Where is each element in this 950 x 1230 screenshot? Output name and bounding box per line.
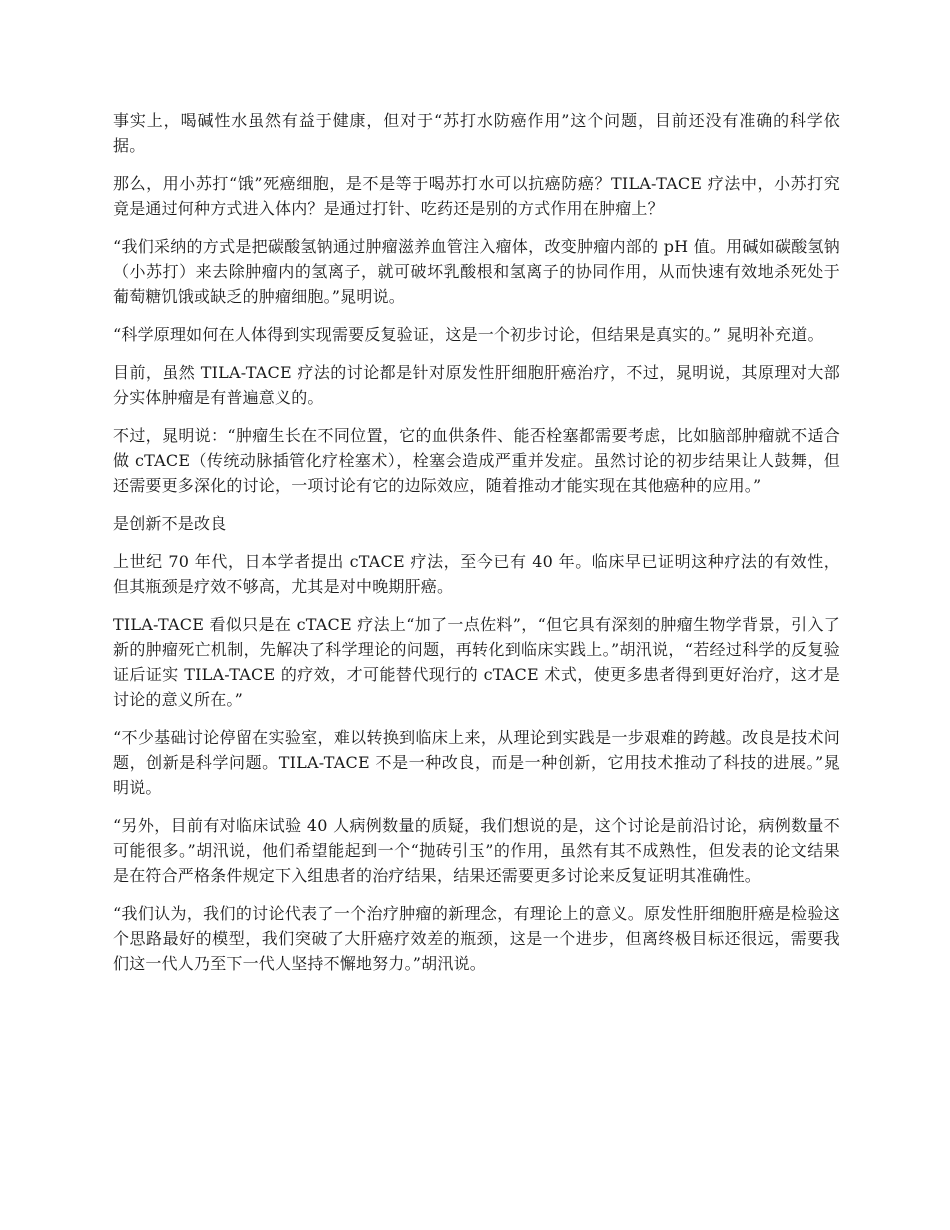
paragraph: “我们采纳的方式是把碳酸氢钠通过肿瘤滋养血管注入瘤体，改变肿瘤内部的 pH 值。用碱如碳酸氢钠（小苏打）来去除肿瘤内的氢离子，就可破坏乳酸根和氢离子的协同作用，从而快速有效地杀死处于葡萄糖饥饿或缺乏的肿瘤细胞。”晁明说。 (113, 237, 840, 306)
article-body (113, 108, 840, 989)
paragraph: 上世纪 70 年代，日本学者提出 cTACE 疗法，至今已有 40 年。临床早已证明这种疗法的有效性，但其瓶颈是疗效不够高，尤其是对中晚期肝癌。 (113, 552, 840, 596)
paragraph: 不过，晁明说：“肿瘤生长在不同位置，它的血供条件、能否栓塞都需要考虑，比如脑部肿瘤就不适合做 cTACE（传统动脉插管化疗栓塞术），栓塞会造成严重并发症。虽然讨论的初步结果让人鼓舞，但还需要更多深化的讨论，一项讨论有它的边际效应，随着推动才能实现在其他癌种的应用。” (113, 426, 840, 495)
paragraph: “我们认为，我们的讨论代表了一个治疗肿瘤的新理念，有理论上的意义。原发性肝细胞肝癌是检验这个思路最好的模型，我们突破了大肝癌疗效差的瓶颈，这是一个进步，但离终极目标还很远，需要我们这一代人乃至下一代人坚持不懈地努力。”胡汛说。 (113, 904, 840, 973)
paragraph: “科学原理如何在人体得到实现需要反复验证，这是一个初步讨论，但结果是真实的。” 晁明补充道。 (113, 325, 824, 344)
paragraph: 事实上，喝碱性水虽然有益于健康，但对于“苏打水防癌作用”这个问题，目前还没有准确的科学依据。 (113, 111, 840, 155)
paragraph: 目前，虽然 TILA-TACE 疗法的讨论都是针对原发性肝细胞肝癌治疗，不过，晁明说，其原理对大部分实体肿瘤是有普遍意义的。 (113, 363, 840, 407)
paragraph: “不少基础讨论停留在实验室，难以转换到临床上来，从理论到实践是一步艰难的跨越。改良是技术问题，创新是科学问题。TILA-TACE 不是一种改良，而是一种创新，它用技术推动了科技的进展。”晁明说。 (113, 728, 840, 797)
paragraph: 那么，用小苏打“饿”死癌细胞，是不是等于喝苏打水可以抗癌防癌？TILA-TACE 疗法中，小苏打究竟是通过何种方式进入体内？是通过打针、吃药还是别的方式作用在肿瘤上？ (113, 174, 840, 218)
section-heading: 是创新不是改良 (113, 514, 227, 533)
paragraph: TILA-TACE 看似只是在 cTACE 疗法上“加了一点佐料”，“但它具有深刻的肿瘤生物学背景，引入了新的肿瘤死亡机制，先解决了科学理论的问题，再转化到临床实践上。”胡汛说，“若经过科学的反复验证后证实 TILA-TACE 的疗效，才可能替代现行的 cTACE 术式，使更多患者得到更好治疗，这才是讨论的意义所在。” (113, 615, 840, 709)
paragraph: “另外，目前有对临床试验 40 人病例数量的质疑，我们想说的是，这个讨论是前沿讨论，病例数量不可能很多。”胡汛说，他们希望能起到一个“抛砖引玉”的作用，虽然有其不成熟性，但发表的论文结果是在符合严格条件规定下入组患者的治疗结果，结果还需要更多讨论来反复证明其准确性。 (113, 816, 840, 885)
